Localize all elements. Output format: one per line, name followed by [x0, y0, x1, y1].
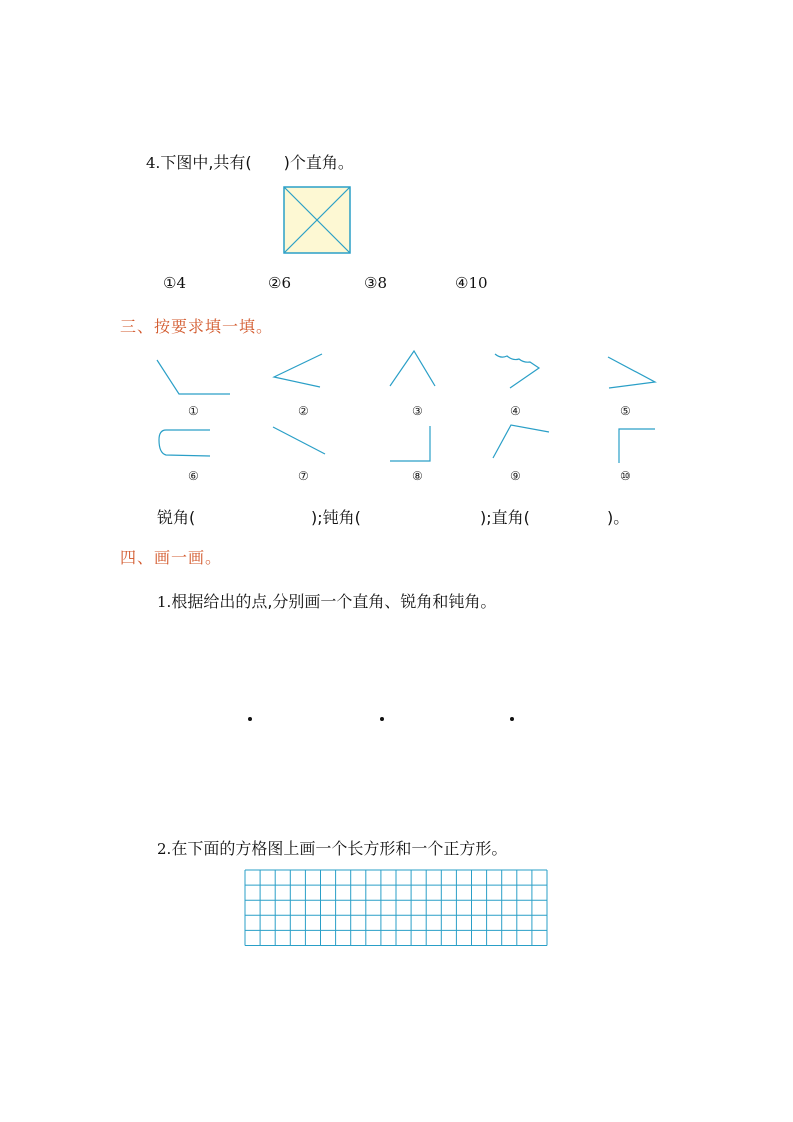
angle-5-figure: [608, 357, 655, 388]
question-number: 1.: [157, 593, 172, 611]
option-4: ④10: [455, 274, 488, 292]
option-1: ①4: [163, 274, 186, 292]
answer-end: )。: [607, 508, 630, 527]
option-3: ③8: [364, 274, 387, 292]
question-4: [146, 150, 354, 173]
point-1: [248, 717, 252, 721]
question-text: 根据给出的点,分别画一个直角、锐角和钝角。: [171, 592, 497, 611]
answer-acute-label: 锐角(: [157, 508, 196, 527]
angle-label-3: ③: [412, 404, 423, 418]
answer-obtuse-label: );钝角(: [311, 508, 361, 527]
angle-3-figure: [390, 351, 435, 386]
angle-4-figure: [495, 354, 539, 388]
angle-1-figure: [157, 360, 230, 394]
angle-label-6: ⑥: [188, 469, 199, 483]
angle-2-figure: [274, 354, 322, 387]
section-4-question-1: [157, 589, 496, 612]
drawing-grid[interactable]: [244, 869, 550, 946]
angle-figures: [150, 348, 670, 468]
section-4-title: 四、画一画。: [120, 548, 223, 567]
point-2: [380, 717, 384, 721]
question-number: 4.: [146, 154, 161, 172]
angle-label-5: ⑤: [620, 404, 631, 418]
question-text: 在下面的方格图上画一个长方形和一个正方形。: [171, 839, 508, 858]
angle-label-4: ④: [510, 404, 521, 418]
question-text: 下图中,共有( )个直角。: [160, 153, 354, 172]
shape-6-figure: [159, 430, 210, 456]
angle-label-7: ⑦: [298, 469, 309, 483]
answer-right-label: );直角(: [480, 508, 530, 527]
angle-9-figure: [493, 425, 549, 458]
question-number: 2.: [157, 840, 172, 858]
angle-8-figure: [390, 426, 430, 461]
angle-label-10: ⑩: [620, 469, 631, 483]
angle-label-8: ⑧: [412, 469, 423, 483]
angle-label-9: ⑨: [510, 469, 521, 483]
angle-label-2: ②: [298, 404, 309, 418]
option-2: ②6: [268, 274, 291, 292]
rectangle-with-diagonals-figure: [283, 186, 353, 256]
section-4-question-2: [157, 836, 507, 859]
line-7-figure: [273, 427, 325, 454]
angle-10-figure: [619, 429, 655, 463]
section-3-title: 三、按要求填一填。: [120, 317, 274, 336]
point-3: [510, 717, 514, 721]
angle-label-1: ①: [188, 404, 199, 418]
